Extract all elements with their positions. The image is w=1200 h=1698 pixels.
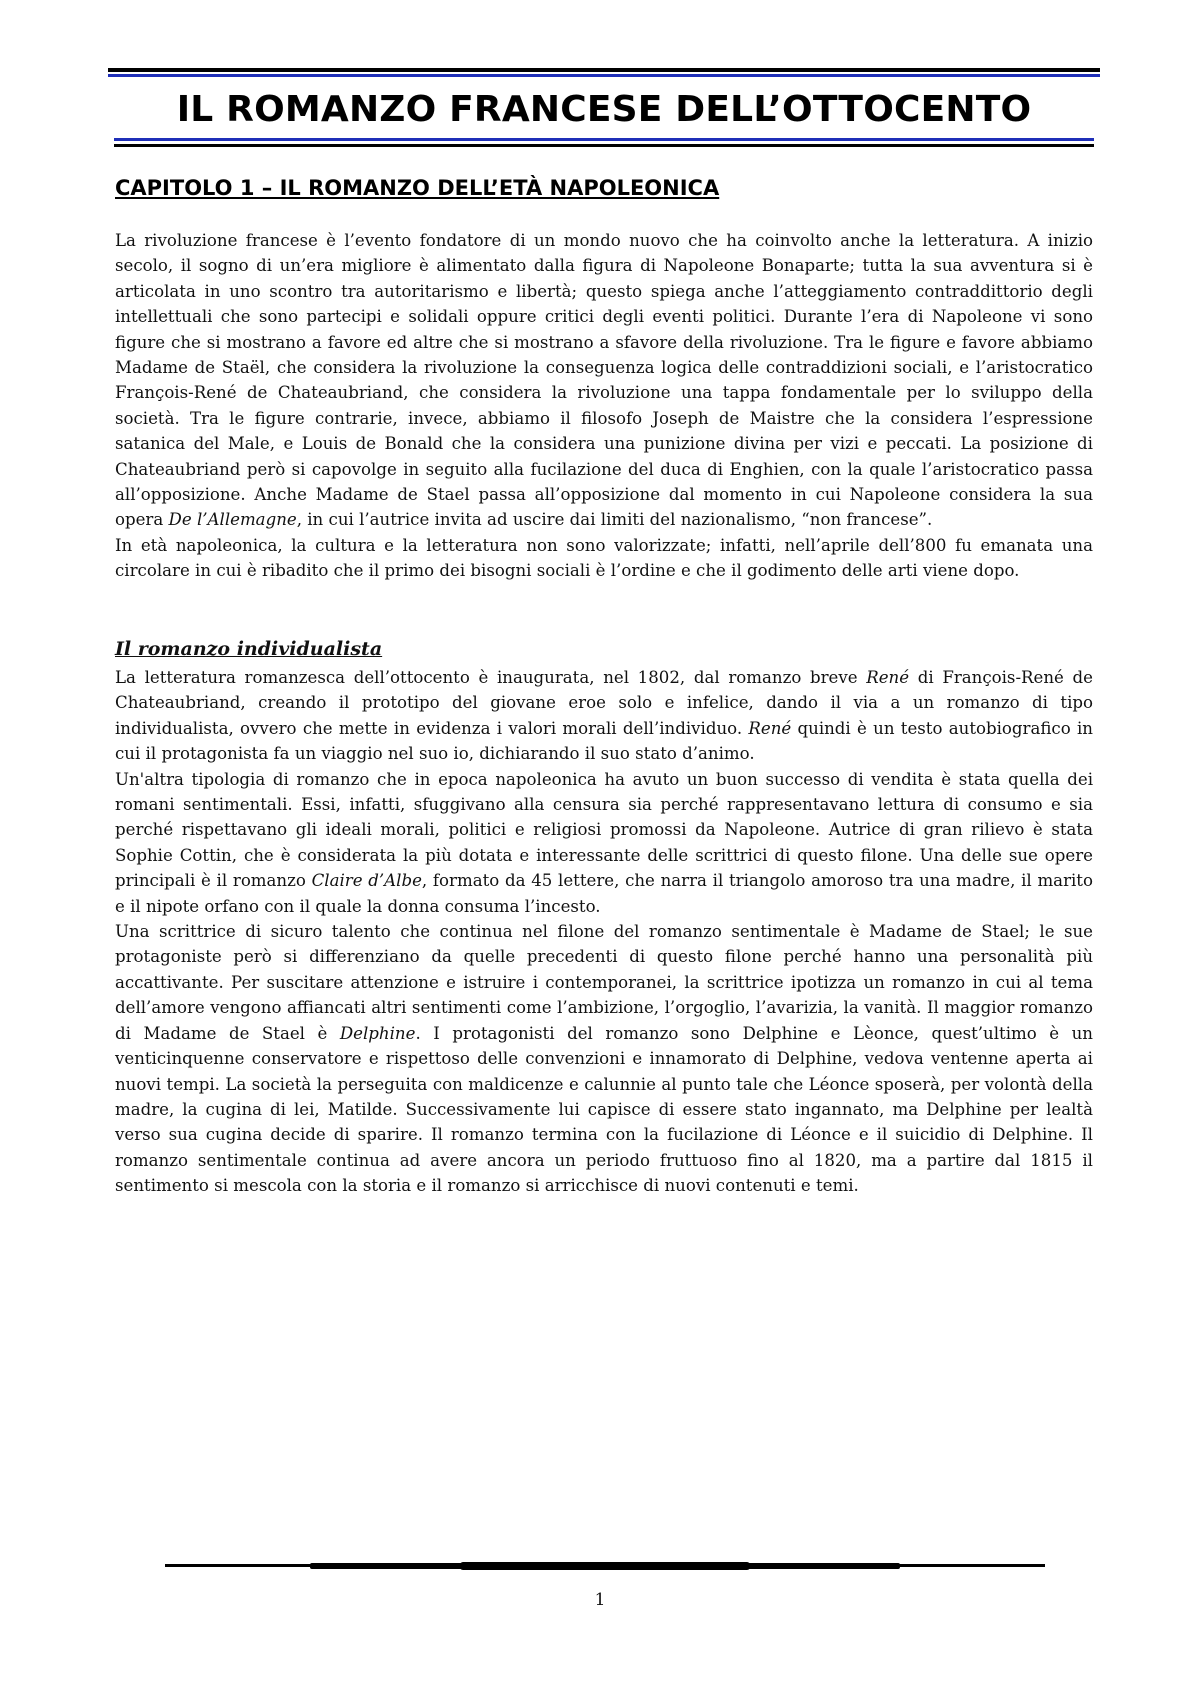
document-title: IL ROMANZO FRANCESE DELL’OTTOCENTO [176,89,1032,130]
work-title: Delphine [339,1023,416,1043]
text-run: quindi è un testo autobiografico in cui il protagonista fa un viaggio nel suo io, dichiarando il suo stato d’animo. [115,718,1093,764]
footer-rule [165,1561,1045,1571]
work-title: René [748,718,792,738]
text-run: di François-René de Chateaubriand, creando il prototipo del giovane eroe solo e infelice, dando il via a un romanzo di tipo individualista, ovvero che mette in evidenza i valori morali dell’individuo. [115,668,1093,738]
text-run: Un'altra tipologia di romanzo che in epoca napoleonica ha avuto un buon successo di vendita è stata quella dei romani sentimentali. Essi, infatti, sfuggivano alla censura sia perché rappresentavano lettura di consumo e sia perché rispettavano gli ideali morali, politici e religiosi promossi da Napoleone. Autrice di gran rilievo è stata Sophie Cottin, che è considerata la più dotata e interessante delle scrittrici di questo filone. Una delle sue opere principali è il romanzo [115,769,1093,891]
section-2-body [115,665,1093,1199]
work-title: René [866,668,910,687]
paragraph [115,228,1093,533]
paragraph [115,665,1093,767]
page-number: 1 [594,1590,606,1610]
text-run: Una scrittrice di sicuro talento che continua nel filone del romanzo sentimentale è Madame de Stael; le sue protagoniste però si differenziano da quelle precedenti di questo filone perché hanno una personalità più accattivante. Per suscitare attenzione e istruire i contemporanei, la scrittrice ipotizza un romanzo in cui al tema dell’amore vengono affiancati altri sentimenti come l’ambizione, l’orgoglio, l’avarizia, la vanità. Il maggior romanzo di Madame de Stael è [115,922,1093,1043]
text-run: La letteratura romanzesca dell’ottocento è inaugurata, nel 1802, dal romanzo breve [115,668,867,687]
paragraph: In età napoleonica, la cultura e la letteratura non sono valorizzate; infatti, nell’aprile dell’800 fu emanata una circolare in cui è ribadito che il primo dei bisogni sociali è l’ordine e che il godimento delle arti viene dopo. [115,535,1093,581]
chapter-heading: CAPITOLO 1 – IL ROMANZO DELL’ETÀ NAPOLEONICA [115,176,720,200]
title-rule-top-blue [108,74,1100,77]
text-run: , formato da 45 lettere, che narra il triangolo amoroso tra una madre, il marito e il nipote orfano con il quale la donna consuma l’incesto. [115,871,1093,916]
text-run: . I protagonisti del romanzo sono Delphine e Lèonce, quest’ultimo è un venticinquenne conservatore e rispettoso delle convenzioni e innamorato di Delphine, vedova ventenne aperta ai nuovi tempi. La società la perseguita con maldicenze e calunnie al punto tale che Léonce sposerà, per volontà della madre, la cugina di lei, Matilde. Successivamente lui capisce di essere stato ingannato, ma Delphine per lealtà verso sua cugina decide di sparire. Il romanzo termina con la fucilazione di Léonce e il suicidio di Delphine. Il romanzo sentimentale continua ad avere ancora un periodo fruttuoso fino al 1820, ma a partire dal 1815 il sentimento si mescola con la storia e il romanzo si arricchisce di nuovi contenuti e temi. [115,1023,1093,1196]
footer-rule-center [460,1562,750,1570]
text-run: La rivoluzione francese è l’evento fondatore di un mondo nuovo che ha coinvolto anche la letteratura. A inizio secolo, il sogno di un’era migliore è alimentato dalla figura di Napoleone Bonaparte; tutta la sua avventura si è articolata in uno scontro tra autoritarismo e libertà; questo spiega anche l’atteggiamento contraddittorio degli intellettuali che sono partecipi e solidali oppure critici degli eventi politici. Durante l’era di Napoleone vi sono figure che si mostrano a favore ed altre che si mostrano a sfavore della rivoluzione. Tra le figure e favore abbiamo Madame de Staël, che considera la rivoluzione la conseguenza logica delle contraddizioni sociali, e l’aristocratico François-René de Chateaubriand, che considera la rivoluzione una tappa fondamentale per lo sviluppo della società. Tra le figure contrarie, invece, abbiamo il filosofo Joseph de Maistre che la considera l’espressione satanica del Male, e Louis de Bonald che la considera una punizione divina per vizi e peccati. La posizione di Chateaubriand però si capovolge in seguito alla fucilazione del duca di Enghien, con la quale l’aristocratico passa all’opposizione. Anche Madame de Stael passa all’opposizione dal momento in cui Napoleone considera la sua opera [115,231,1093,530]
section-1-body [115,228,1093,584]
title-rule-bottom-blue [114,138,1094,141]
section-heading: Il romanzo individualista [115,638,383,660]
paragraph [115,919,1093,1198]
title-rule-top [108,68,1100,72]
work-title: De l’Allemagne [168,510,297,530]
text-run: , in cui l’autrice invita ad uscire dai limiti del nazionalismo, “non francese”. [296,510,933,530]
title-block [108,68,1100,147]
title-rule-bottom [114,144,1094,147]
paragraph [115,767,1093,919]
work-title: Claire d’Albe [311,871,422,891]
